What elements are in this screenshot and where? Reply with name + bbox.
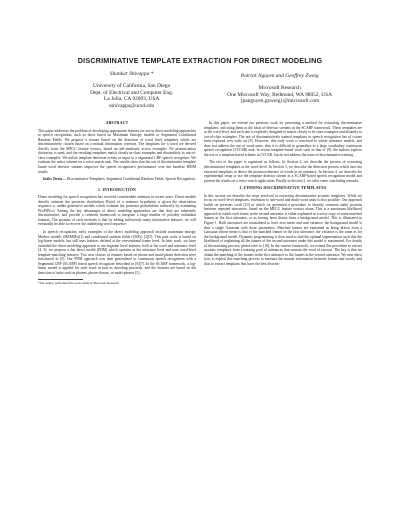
author-block-right	[203, 73, 356, 109]
author-names-left: Shankar Shivappa *	[109, 71, 154, 77]
abstract-text: This paper addresses the problem of developing appropriate features for use in direct modeling approaches to speech recognition, such as those based on Maximum Entropy models or Segmental Conditional Random Fields. We propose a feature based on the detection of word level templates which are discriminatively chosen based on a mutual information criterion. The templates for a word are derived directly from the MFCC feature vectors, based on self-similarity across examples. No pronunciation dictionary is used, and the resulting templates match closely in-class examples and dissimilarly to out-of-class examples. We utilize template detection events as input to a segmental CRF speech recognizer. We evaluate the entire scheme on a voice search task. The results show that the use of discriminative template based word detector streams improves the speech recognizer's performance over the baseline HMM results.	[38, 128, 196, 174]
section-heading-introduction: 1. INTRODUCTION	[97, 187, 137, 192]
index-terms-text: Discriminative Templates, Segmental Conditional Random Fields, Speech Recognition	[65, 177, 196, 182]
left-column	[38, 121, 196, 285]
paragraph: In this paper, we extend our previous work by presenting a method for extracting discriminative templates, and using them as the basis of detector streams in the SCARF framework. These templates are at the word level, and each one is explicitly designed to match closely to in-class examples and distantly to out-of-class examples. The use of discriminatively trained templates in speech recognition has of course been explored very early on [8]. However, this early work is restricted to whole utterance models, and does not address the use of word units; thus it is difficult to generalize to a large vocabulary continuous speech recognition (LVCSR) task. In recent template-based work such as that of [9], the authors explore the use of a template based scheme in LVCSR, but do not address the issue of discriminative training.	[204, 121, 362, 157]
author-row	[38, 71, 362, 109]
affiliation-line: University of California, San Diego	[93, 83, 171, 90]
author-email: sshivappa@ucsd.edu	[108, 102, 155, 109]
abstract-heading: ABSTRACT	[105, 121, 129, 126]
paragraph: In speech recognition, early examples of the direct modeling approach include maximum entropy Markov models (MEMMs)[1] and conditional random fields (CRFs) [2][3]. This past work is based on log-linear models, but still uses features defined at the conventional frame level. In later work, we have extended the direct modeling approach to use segment level features, both at the word and utterance level [4, 5]; we propose a flat direct model (FDM) which operates at the utterance level and uses word-level template-matching features. Two new classes of features based on phone and multi-phone detection were introduced in [5]. Our FDM approach was then generalized to continuous speech recognition with a Segmental CRF (SCARF) based speech recognizer described in [6][7]. In the SCARF framework, a log-linear model is applied for each word in turn as decoding proceeds, and the features are based on the detection of units such as phones, phone-classes, or multi-phones [5].	[38, 229, 196, 275]
author-names-right: Patrick Nguyen and Geoffrey Zweig	[240, 73, 319, 79]
paragraph: The rest of the paper is organized as follows. In Section 2, we describe the process of extracting discriminative templates at the word level. In Section 3, we describe the detection process which uses the extracted templates to detect the presence/absence of words in an utterance. In Section 4, we describe the experimental setup to use the template detector stream in a SCARF-based speech recognition model and present the results on a voice search application. Finally in Section 5, we offer some concluding remarks.	[204, 160, 362, 183]
affiliation-line: Microsoft Research	[258, 85, 301, 92]
paragraph: In this section we describe the steps involved in extracting discriminative acoustic templates. While we focus on word-level templates, extension to sub-word and multi-word units is also possible. Our approach builds on previous work [10] in which we presented a procedure to identify common audio portions between repeated utterances, based on the MFCC feature vectors alone. This is a maximum likelihood approach in which each frame in the second utterance is either explained as a noisy copy of some matched frames in the first utterance, or as having been drawn from a background model. This is illustrated in Figure 1. Both utterances are normalized to have zero mean and unit variance; the background model is thus a single Gaussian with those parameters. Matched frames are explained as being drawn from a Gaussian whose mean is that of the matched frames in the first utterance; the variance is the same as for the background model. Dynamic programming is then used to find the optimal segmentation such that the likelihood of explaining all the frames of the second utterance under this model is maximized. For details of the matching process, please refer to [10]. In the current framework, we extend this procedure to extract acoustic templates from a training pool of utterances that contain the word of interest. The key is that we obtain the matching of the frames in the first utterance to the frames in the second utterance. We next show how to exploit this matching process to measure the mutual information between frames and words, and thus to extract templates that have the best discrim-	[204, 193, 362, 266]
affiliation-line: One Microsoft Way, Redmond, WA 98052, USA	[227, 91, 333, 98]
author-email: {panguyen,gzweig}@microsoft.com	[239, 98, 320, 105]
footnote: *The author performed the work while at Microsoft Research	[38, 281, 120, 286]
affiliation-line: La Jolla, CA 92093, USA	[103, 96, 160, 103]
index-terms	[38, 177, 196, 182]
author-block-left	[60, 71, 203, 109]
right-column	[204, 121, 362, 285]
affiliation-line: Dept. of Electrical and Computer Eng.	[90, 89, 174, 96]
body-columns	[38, 121, 362, 285]
footnote-rule	[38, 279, 83, 280]
paper-title: DISCRIMINATIVE TEMPLATE EXTRACTION FOR DIRECT MODELING	[77, 56, 323, 65]
section-heading-finding-templates: 2. FINDING DISCRIMINATIVE TEMPLATES	[239, 186, 327, 191]
index-terms-label: Index Terms—	[43, 177, 66, 182]
paragraph: Direct modeling for speech recognition has received considerable attention in recent years. Direct models directly estimate the posterior distribution P(w|o) of a sentence hypothesis w given the observation sequence o, unlike generative models which estimate the posterior probabilities indirectly by estimating P(o|P)P(w). Among the key advantages of direct modeling approaches are that they are inherently discriminative, and provide a coherent framework to integrate a large number of possibly redundant features. The promise of such methods is that by adding sufficiently many informative features, we will eventually be able to recover the underlying word sequence.	[38, 195, 196, 227]
